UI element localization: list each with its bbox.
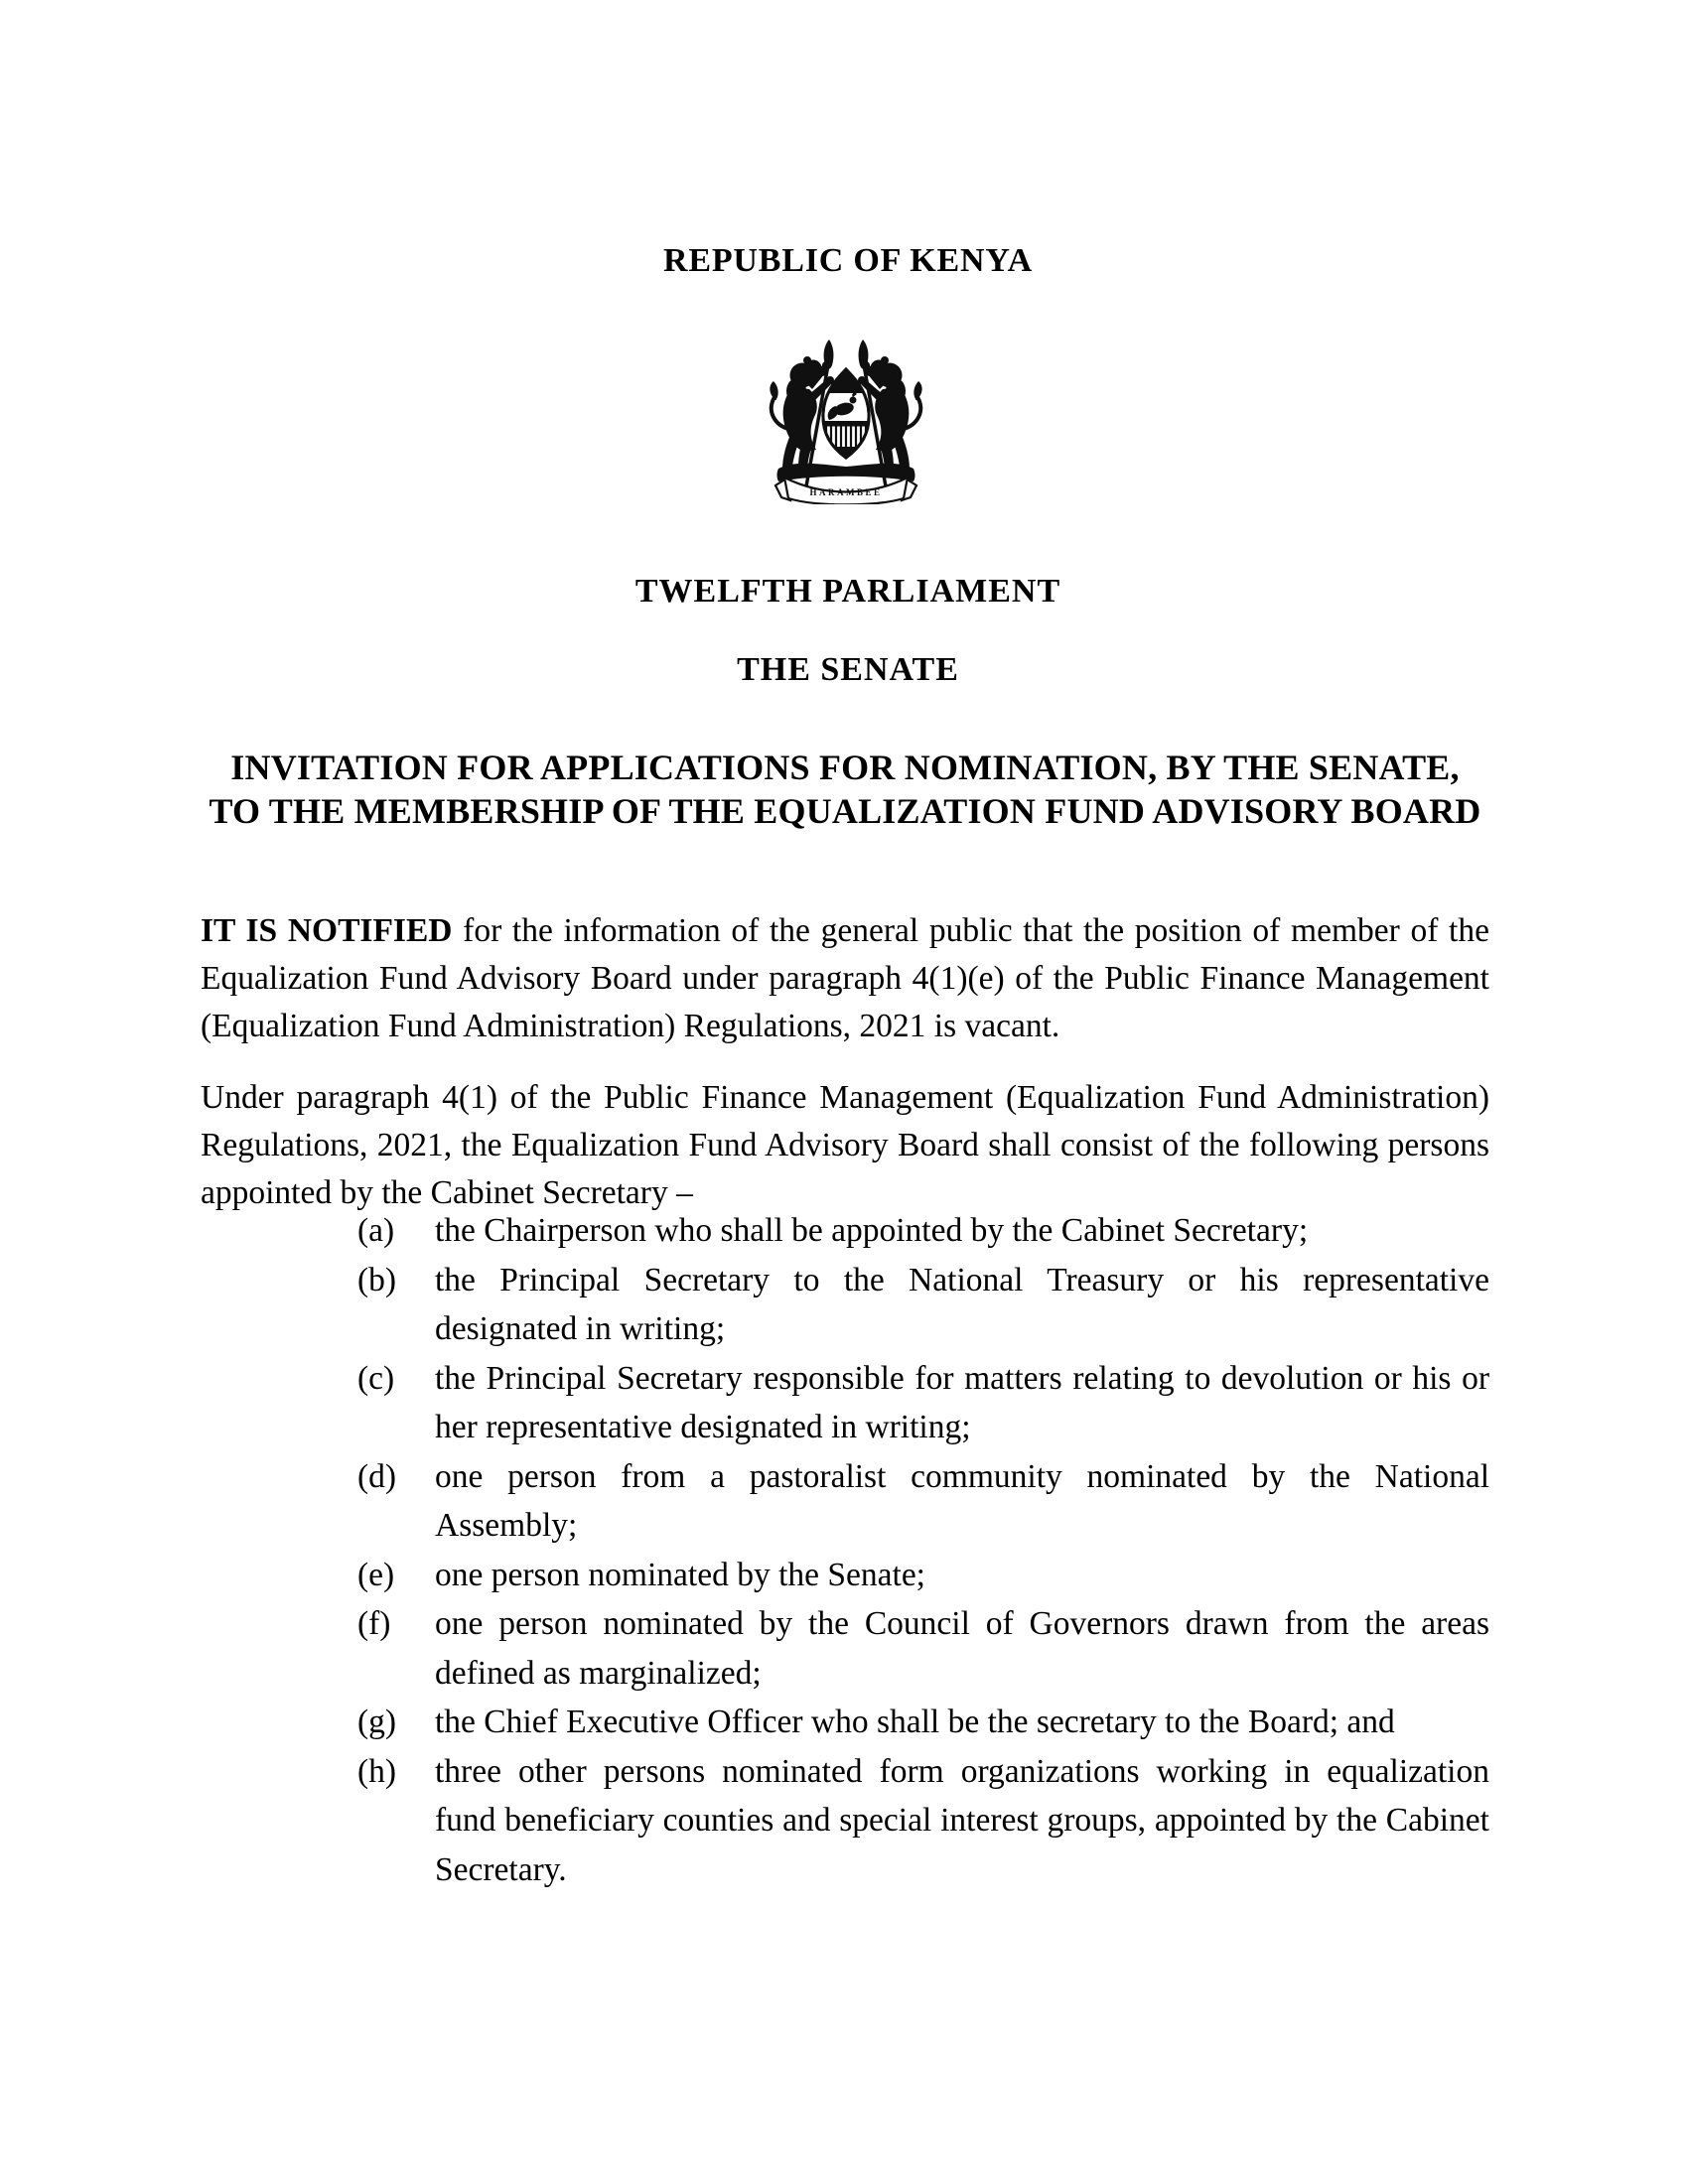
list-item <box>201 1698 1489 1747</box>
motto-banner <box>775 478 916 504</box>
list-item-marker: (a) <box>357 1212 395 1249</box>
list-item <box>201 1206 1489 1256</box>
parliament-title: TWELFTH PARLIAMENT <box>634 573 1061 610</box>
board-members-list <box>201 1206 1489 1894</box>
list-item <box>201 1256 1489 1354</box>
republic-title: REPUBLIC OF KENYA <box>663 242 1033 279</box>
list-item-marker: (e) <box>357 1556 395 1593</box>
list-item-marker: (c) <box>357 1359 395 1397</box>
notice-heading-line1: INVITATION FOR APPLICATIONS FOR NOMINATION, BY THE SENATE, <box>230 748 1460 787</box>
list-item-marker: (h) <box>357 1752 397 1790</box>
list-item-text: the Principal Secretary to the National Treasury or his representative designated in writing; <box>435 1261 1489 1347</box>
motto-text: HARAMBEE <box>809 487 883 497</box>
notice-heading <box>201 746 1489 833</box>
list-item-marker: (d) <box>357 1457 397 1495</box>
list-item-marker: (b) <box>357 1261 397 1298</box>
paragraph-board-composition: Under paragraph 4(1) of the Public Finance Management (Equalization Fund Administration) Regulations, 2021, the Equalization Fund Advisory Board shall consist of the following persons appointed by the Cabinet Secretary – <box>201 1078 1489 1211</box>
list-item <box>201 1452 1489 1551</box>
list-item-text: three other persons nominated form organizations working in equalization fund beneficiary counties and special interest groups, appointed by the Cabinet Secretary. <box>435 1752 1489 1888</box>
notified-body: for the information of the general public that the position of member of the Equalization Fund Advisory Board under paragraph 4(1)(e) of the Public Finance Management (Equalization Fund Administration) Regulations, 2021 is vacant. <box>201 911 1489 1044</box>
list-item <box>201 1599 1489 1698</box>
notice-heading-line2: TO THE MEMBERSHIP OF THE EQUALIZATION FUND ADVISORY BOARD <box>209 791 1481 831</box>
paragraph-notified <box>201 907 1489 1050</box>
list-item-marker: (g) <box>357 1704 397 1740</box>
list-item <box>201 1747 1489 1895</box>
list-item-text: the Principal Secretary responsible for matters relating to devolution or his or her representative designated in writing; <box>435 1359 1489 1445</box>
senate-title: THE SENATE <box>737 651 959 688</box>
notified-lead-in: IT IS NOTIFIED <box>201 911 453 949</box>
list-item-text: the Chairperson who shall be appointed by the Cabinet Secretary; <box>435 1212 1309 1249</box>
list-item-text: one person nominated by the Senate; <box>435 1556 925 1593</box>
list-item <box>201 1354 1489 1452</box>
kenya-coat-of-arms <box>737 338 955 504</box>
coat-of-arms-icon <box>737 338 955 504</box>
list-item-marker: (f) <box>357 1605 391 1642</box>
list-item-text: one person from a pastoralist community nominated by the National Assembly; <box>435 1457 1489 1544</box>
list-item <box>201 1551 1489 1600</box>
ground-mound <box>777 464 915 481</box>
list-item-text: one person nominated by the Council of Governors drawn from the areas defined as marginalized; <box>435 1605 1489 1692</box>
list-item-text: the Chief Executive Officer who shall be the secretary to the Board; and <box>435 1704 1395 1740</box>
